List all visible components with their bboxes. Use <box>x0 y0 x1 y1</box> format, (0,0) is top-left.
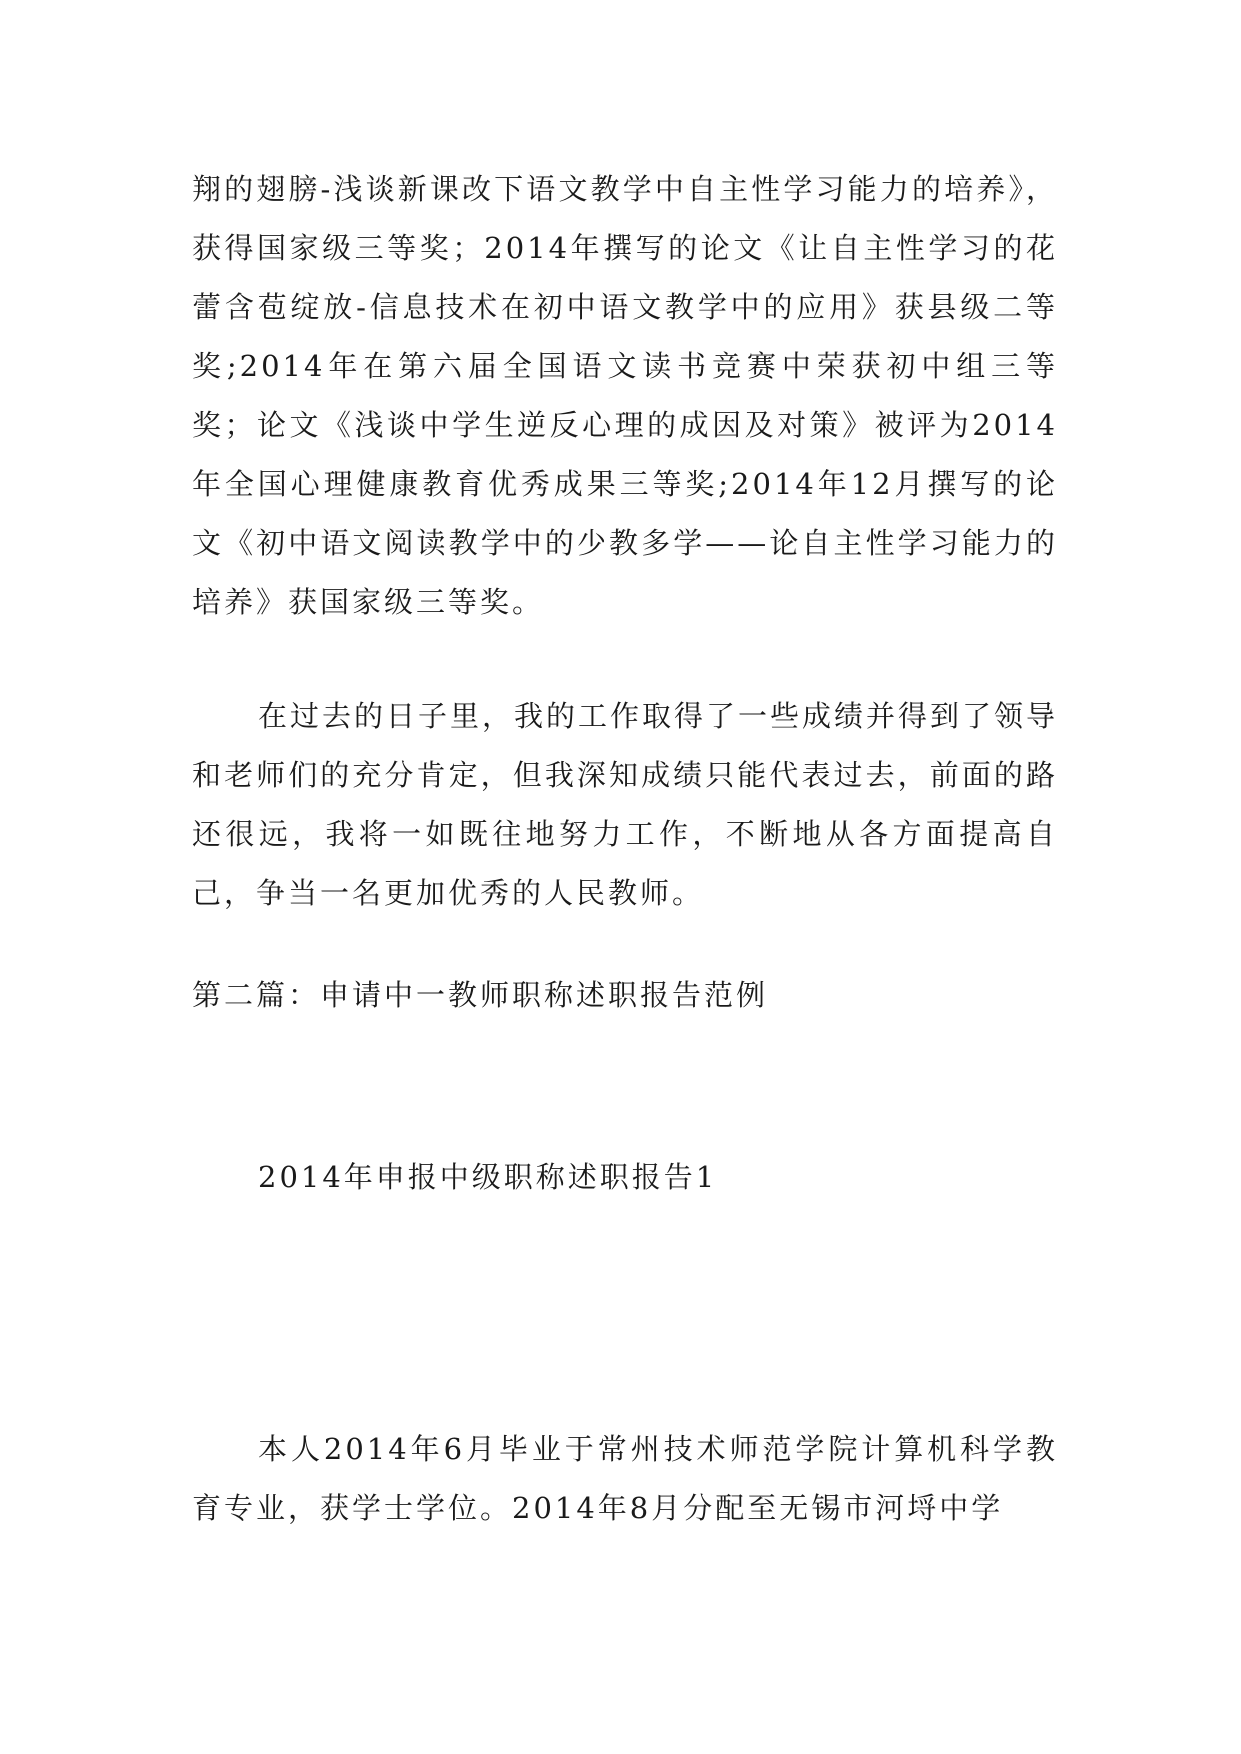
report-title: 2014年申报中级职称述职报告1 <box>258 1160 718 1194</box>
paragraph-awards: 翔的翅膀-浅谈新课改下语文教学中自主性学习能力的培养》，获得国家级三等奖；2014年撰写的论文《让自主性学习的花蕾含苞绽放-信息技术在初中语文教学中的应用》获县级二等奖;2014年在第六届全国语文读书竞赛中荣获初中组三等奖；论文《浅谈中学生逆反心理的成因及对策》被评为2014年全国心理健康教育优秀成果三等奖;2014年12月撰写的论文《初中语文阅读教学中的少教多学——论自主性学习能力的培养》获国家级三等奖。 <box>192 172 1058 619</box>
paragraph-introduction: 本人2014年6月毕业于常州技术师范学院计算机科学教育专业，获学士学位。2014年8月分配至无锡市河埒中学 <box>192 1432 1058 1525</box>
section-heading: 第二篇：申请中一教师职称述职报告范例 <box>192 978 769 1012</box>
paragraph-summary: 在过去的日子里，我的工作取得了一些成绩并得到了领导和老师们的充分肯定，但我深知成绩只能代表过去，前面的路还很远，我将一如既往地努力工作，不断地从各方面提高自己，争当一名更加优秀的人民教师。 <box>192 699 1059 910</box>
